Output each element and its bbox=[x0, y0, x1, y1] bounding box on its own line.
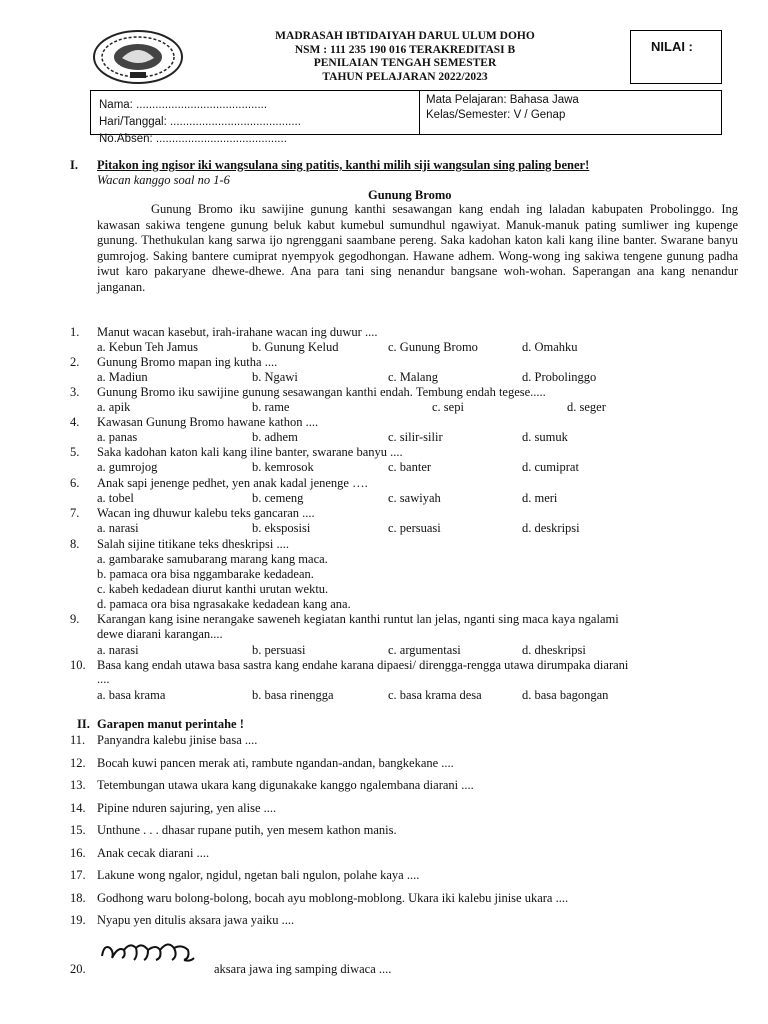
q3-option-d[interactable]: d. seger bbox=[567, 400, 606, 414]
q5-number: 5. bbox=[70, 445, 80, 459]
javanese-script-image bbox=[100, 938, 196, 970]
q9-question-line2: dewe diarani karangan.... bbox=[97, 627, 223, 641]
q18-question: Godhong waru bolong-bolong, bocah ayu moblong-moblong. Ukara iki kalebu jinise ukara .... bbox=[97, 890, 569, 905]
q7-number: 7. bbox=[70, 506, 80, 520]
q2-question: Gunung Bromo mapan ing kutha .... bbox=[97, 355, 278, 369]
school-header bbox=[200, 30, 610, 84]
q8-number: 8. bbox=[70, 537, 80, 551]
q18-number: 18. bbox=[70, 890, 86, 905]
javanese-script-glyphs bbox=[100, 938, 196, 964]
q2-option-d[interactable]: d. Probolinggo bbox=[522, 370, 597, 384]
q6-option-d[interactable]: d. meri bbox=[522, 491, 558, 505]
academic-year: TAHUN PELAJARAN 2022/2023 bbox=[322, 70, 488, 83]
q10-question-line1: Basa kang endah utawa basa sastra kang endahe karana dipaesi/ direngga-rengga utawa dirumpaka diarani bbox=[97, 658, 629, 672]
q8-question: Salah sijine titikane teks dheskripsi .... bbox=[97, 537, 289, 551]
q8-option-a[interactable]: a. gambarake samubarang marang kang maca. bbox=[97, 552, 328, 566]
q10-number: 10. bbox=[70, 658, 86, 672]
q17-question: Lakune wong ngalor, ngidul, ngetan bali ngulon, polahe kaya .... bbox=[97, 868, 420, 882]
q11-number: 11. bbox=[70, 733, 86, 747]
q8-option-d[interactable]: d. pamaca ora bisa ngrasakake kedadean kang ana. bbox=[97, 597, 351, 611]
q5-option-b[interactable]: b. kemrosok bbox=[252, 460, 314, 474]
q10-option-a[interactable]: a. basa krama bbox=[97, 688, 166, 702]
score-label: NILAI : bbox=[651, 39, 693, 54]
absen-field[interactable]: No.Absen: ......................................... bbox=[99, 133, 287, 145]
q1-number: 1. bbox=[70, 325, 80, 339]
q19-number: 19. bbox=[70, 913, 86, 927]
reading-instruction: Wacan kanggo soal no 1-6 bbox=[97, 173, 230, 187]
q4-option-d[interactable]: d. sumuk bbox=[522, 430, 568, 444]
q8-option-c[interactable]: c. kabeh kedadean diurut kanthi urutan wektu. bbox=[97, 582, 329, 596]
q15-question: Unthune . . . dhasar rupane putih, yen mesem kathon manis. bbox=[97, 823, 397, 837]
q6-question: Anak sapi jenenge pedhet, yen anak kadal jenenge …. bbox=[97, 476, 368, 490]
q1-option-d[interactable]: d. Omahku bbox=[522, 340, 578, 354]
school-name: MADRASAH IBTIDAIYAH DARUL ULUM DOHO bbox=[275, 30, 535, 42]
q3-option-b[interactable]: b. rame bbox=[252, 400, 290, 414]
q11-question: Panyandra kalebu jinise basa .... bbox=[97, 733, 258, 747]
q9-number: 9. bbox=[70, 612, 80, 626]
q16-number: 16. bbox=[70, 845, 86, 860]
q9-option-c[interactable]: c. argumentasi bbox=[388, 643, 461, 657]
q1-option-b[interactable]: b. Gunung Kelud bbox=[252, 340, 339, 354]
subject-label: Mata Pelajaran: Bahasa Jawa bbox=[426, 94, 579, 106]
q20-number: 20. bbox=[70, 962, 86, 976]
q13-question: Tetembungan utawa ukara kang digunakake kanggo ngalembana diarani .... bbox=[97, 778, 474, 792]
q6-number: 6. bbox=[70, 476, 80, 490]
q5-option-d[interactable]: d. cumiprat bbox=[522, 460, 579, 474]
q9-option-b[interactable]: b. persuasi bbox=[252, 643, 306, 657]
q3-option-a[interactable]: a. apik bbox=[97, 400, 131, 414]
section-2-title: Garapen manut perintahe ! bbox=[97, 717, 244, 731]
q6-option-a[interactable]: a. tobel bbox=[97, 491, 134, 505]
q10-option-d[interactable]: d. basa bagongan bbox=[522, 688, 609, 702]
reading-text: Gunung Bromo iku sawijine gunung kanthi sesawangan kang endah ing laladan kabupaten Probolinggo. Ing kawasan sakiwa tengene gunung beluk kabut kumebul sumundhul ngawiyat. Manuk-manuk pating sumliwer ing kupenge gunung. Thethukulan kang sarwa ijo ngrenggani saambane pereng. Saka kadohan katon kali kang iline banter. Swarane banyu gumrojog. Saking bantere cumiprat nyempyok gegodhongan. Hawane adhem. Wong-wong ing sakiwa tengene gunung padha iwut karo pakaryane dhewe-dhewe. Ana para tani sing nenandur bangsane woh-wohan. Saperangan ana kang nenandur janganan. bbox=[97, 202, 738, 294]
q5-option-c[interactable]: c. banter bbox=[388, 460, 432, 474]
section-2-number: II. bbox=[77, 717, 90, 731]
q16-question: Anak cecak diarani .... bbox=[97, 845, 210, 860]
q3-option-c[interactable]: c. sepi bbox=[432, 400, 464, 414]
section-1-title: Pitakon ing ngisor iki wangsulana sing patitis, kanthi milih siji wangsulan sing paling bener! bbox=[97, 158, 590, 172]
q12-number: 12. bbox=[70, 755, 86, 770]
q3-number: 3. bbox=[70, 385, 80, 399]
q8-option-b[interactable]: b. pamaca ora bisa nggambarake kedadean. bbox=[97, 567, 314, 581]
q7-option-d[interactable]: d. deskripsi bbox=[522, 521, 580, 535]
q5-option-a[interactable]: a. gumrojog bbox=[97, 460, 158, 474]
q4-option-a[interactable]: a. panas bbox=[97, 430, 138, 444]
reading-passage bbox=[97, 202, 738, 296]
q6-option-b[interactable]: b. cemeng bbox=[252, 491, 304, 505]
q9-question-line1: Karangan kang isine nerangake saweneh kegiatan kanthi runtut lan jelas, nganti sing maca kaya ngalami bbox=[97, 612, 619, 626]
q4-option-b[interactable]: b. adhem bbox=[252, 430, 298, 444]
q2-option-b[interactable]: b. Ngawi bbox=[252, 370, 298, 384]
q10-option-b[interactable]: b. basa rinengga bbox=[252, 688, 334, 702]
q7-option-b[interactable]: b. eksposisi bbox=[252, 521, 311, 535]
q19-question: Nyapu yen ditulis aksara jawa yaiku .... bbox=[97, 913, 295, 927]
q7-option-a[interactable]: a. narasi bbox=[97, 521, 139, 535]
q14-question: Pipine nduren sajuring, yen alise .... bbox=[97, 800, 277, 815]
q9-option-d[interactable]: d. dheskripsi bbox=[522, 643, 586, 657]
q10-option-c[interactable]: c. basa krama desa bbox=[388, 688, 482, 702]
q15-number: 15. bbox=[70, 823, 86, 837]
class-label: Kelas/Semester: V / Genap bbox=[426, 109, 566, 121]
q3-question: Gunung Bromo iku sawijine gunung sesawangan kanthi endah. Tembung endah tegese..... bbox=[97, 385, 546, 399]
exam-name: PENILAIAN TENGAH SEMESTER bbox=[313, 57, 497, 69]
student-identity-box bbox=[90, 90, 722, 145]
q1-option-a[interactable]: a. Kebun Teh Jamus bbox=[97, 340, 198, 354]
q4-number: 4. bbox=[70, 415, 80, 429]
q20-question: aksara jawa ing samping diwaca .... bbox=[214, 962, 392, 976]
q2-number: 2. bbox=[70, 355, 80, 369]
q4-question: Kawasan Gunung Bromo hawane kathon .... bbox=[97, 415, 319, 429]
q7-option-c[interactable]: c. persuasi bbox=[388, 521, 441, 535]
school-nsm: NSM : 111 235 190 016 TERAKREDITASI B bbox=[294, 43, 516, 56]
q2-option-a[interactable]: a. Madiun bbox=[97, 370, 148, 384]
q6-option-c[interactable]: c. sawiyah bbox=[388, 491, 441, 505]
q17-number: 17. bbox=[70, 868, 86, 882]
q7-question: Wacan ing dhuwur kalebu teks gancaran .... bbox=[97, 506, 315, 520]
q1-option-c[interactable]: c. Gunung Bromo bbox=[388, 340, 478, 354]
name-field[interactable]: Nama: ......................................... bbox=[99, 99, 268, 111]
q9-option-a[interactable]: a. narasi bbox=[97, 643, 139, 657]
date-field[interactable]: Hari/Tanggal: ......................................... bbox=[99, 116, 301, 128]
score-box bbox=[630, 30, 722, 84]
q5-question: Saka kadohan katon kali kang iline banter, swarane banyu .... bbox=[97, 445, 403, 459]
q10-question-line2: .... bbox=[97, 672, 110, 686]
q4-option-c[interactable]: c. silir-silir bbox=[388, 430, 443, 444]
reading-title: Gunung Bromo bbox=[368, 188, 452, 202]
q12-question: Bocah kuwi pancen merak ati, rambute ngandan-andan, bangkekane .... bbox=[97, 755, 454, 770]
q14-number: 14. bbox=[70, 800, 86, 815]
q2-option-c[interactable]: c. Malang bbox=[388, 370, 438, 384]
q1-question: Manut wacan kasebut, irah-irahane wacan ing duwur .... bbox=[97, 325, 378, 339]
school-logo bbox=[92, 28, 184, 86]
q13-number: 13. bbox=[70, 778, 86, 792]
identity-divider bbox=[419, 91, 420, 134]
section-1-number: I. bbox=[70, 158, 78, 172]
